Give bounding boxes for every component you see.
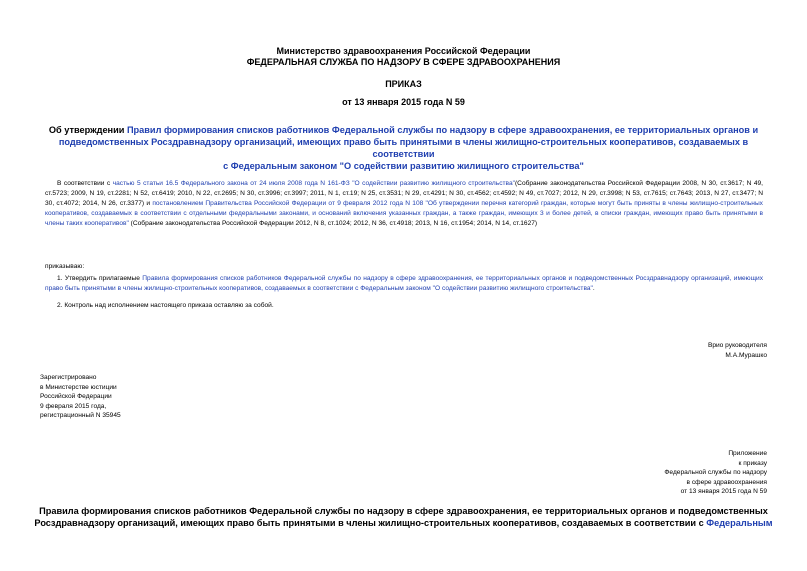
appendix-line-2: к приказу xyxy=(738,459,767,467)
signature-role: Врио руководителя xyxy=(707,342,767,349)
preamble-text-3: (Собрание законодательства Российской Федерации 2012, N 8, ст.1024; 2012, N 36, ст.4918; 2013, N 16, ст.1954; 2014, N 14, ст.1627) xyxy=(128,220,538,227)
rules-link[interactable]: Правила формирования списков работников Федеральной службы по надзору в сфере здравоохранения, ее территориальных органов и подведомственных Росздравнадзору организаций, имеющих право быть принятыми в члены жилищно-строительных кооперативов, создаваемых в соответствии с Федеральным законом "О содействии развитию жилищного строительства" xyxy=(45,275,763,292)
registration-line-3: Российской Федерации xyxy=(40,393,112,400)
order-item-1-text: 1. Утвердить прилагаемые xyxy=(57,275,143,282)
appendix-line-3: Федеральной службы по надзору xyxy=(664,469,767,476)
resolution-link[interactable]: постановлением Правительства Российской Федерации от 9 февраля 2012 года N 108 "Об утверждении перечня категорий граждан, которые могут быть приняты в члены жилищно-строительных кооперативов, создаваемых в соответствии с отдельными федеральными законами, и оснований включения указанных граждан, а также граждан, имеющих 3 и более детей, в списки граждан, имеющих право быть принятыми в члены таких кооперативов" xyxy=(45,200,763,227)
order-title xyxy=(40,124,767,172)
prikazyvayu-label: приказываю: xyxy=(45,263,85,270)
appendix-line-1: Приложение xyxy=(728,450,767,457)
registration-line-5: регистрационный N 35945 xyxy=(40,412,121,419)
doc-type-heading: ПРИКАЗ xyxy=(385,79,422,89)
order-item-1 xyxy=(45,274,763,294)
appendix-line-5: от 13 января 2015 года N 59 xyxy=(680,488,767,495)
doc-date-number: от 13 января 2015 года N 59 xyxy=(342,97,465,107)
preamble-text-1: В соответствии с xyxy=(57,180,113,187)
registration-line-2: в Министерстве юстиции xyxy=(40,383,117,391)
signature-name: М.А.Мурашко xyxy=(725,351,767,359)
service-heading: ФЕДЕРАЛЬНАЯ СЛУЖБА ПО НАДЗОРУ В СФЕРЕ ЗДРАВООХРАНЕНИЯ xyxy=(246,57,561,67)
law-link[interactable]: частью 5 статьи 16.5 Федерального закона от 24 июля 2008 года N 161-ФЗ "О содействии развитию жилищного строительства" xyxy=(112,180,515,187)
title-link-line1[interactable]: Правил формирования списков работников Федеральной службы по надзору в сфере здравоохранения, ее территориальных органов и xyxy=(126,125,759,135)
order-item-1-end: . xyxy=(592,285,595,292)
rules-title-line-2: Росздравнадзору организаций, имеющих право быть принятыми в члены жилищно-строительных кооперативов, создаваемых в соответствии с xyxy=(34,518,707,528)
federal-law-link[interactable]: Федеральным xyxy=(706,518,773,528)
registration-line-4: 9 февраля 2015 года, xyxy=(40,402,107,410)
title-prefix: Об утверждении xyxy=(48,125,127,135)
rules-title-line-1: Правила формирования списков работников Федеральной службы по надзору в сфере здравоохранения, ее территориальных органов и подведомственных xyxy=(39,506,768,516)
title-link-line2[interactable]: подведомственных Росздравнадзору организаций, имеющих право быть принятыми в члены жилищно-строительных кооперативов, создаваемых в соответствии xyxy=(58,137,749,159)
rules-title xyxy=(30,505,777,529)
ministry-heading: Министерство здравоохранения Российской Федерации xyxy=(276,46,531,56)
appendix-line-4: в сфере здравоохранения xyxy=(686,478,767,486)
appendix-block xyxy=(664,449,767,497)
registration-line-1: Зарегистрировано xyxy=(40,374,97,381)
title-link-line3[interactable]: с Федеральным законом "О содействии развитию жилищного строительства" xyxy=(223,161,584,171)
order-item-2: 2. Контроль над исполнением настоящего приказа оставляю за собой. xyxy=(57,302,274,309)
registration-block xyxy=(40,373,121,421)
preamble-paragraph xyxy=(45,179,763,229)
preamble-text-2: (Собрание законодательства Российской Федерации 2008, N 30, ст.3617; N 49, ст.5723; 2009, N 19, ст.2281; N 52, ст.6419; 2010, N 22, ст.2695; N 30, ст.3996; ст.3997; 2011, N 1, ст.19; N 25, ст.3531; N 29, ст.4291; N 30, ст.4562; ст.4592; N 49, ст.7027; 2012, N 29, ст.3998; N 53, ст.7615; ст.7643; 2013, N 27, ст.3477; N 30, ст.4072; 2014, N 26, ст.3377) и xyxy=(45,180,763,207)
signature-block xyxy=(708,341,767,360)
